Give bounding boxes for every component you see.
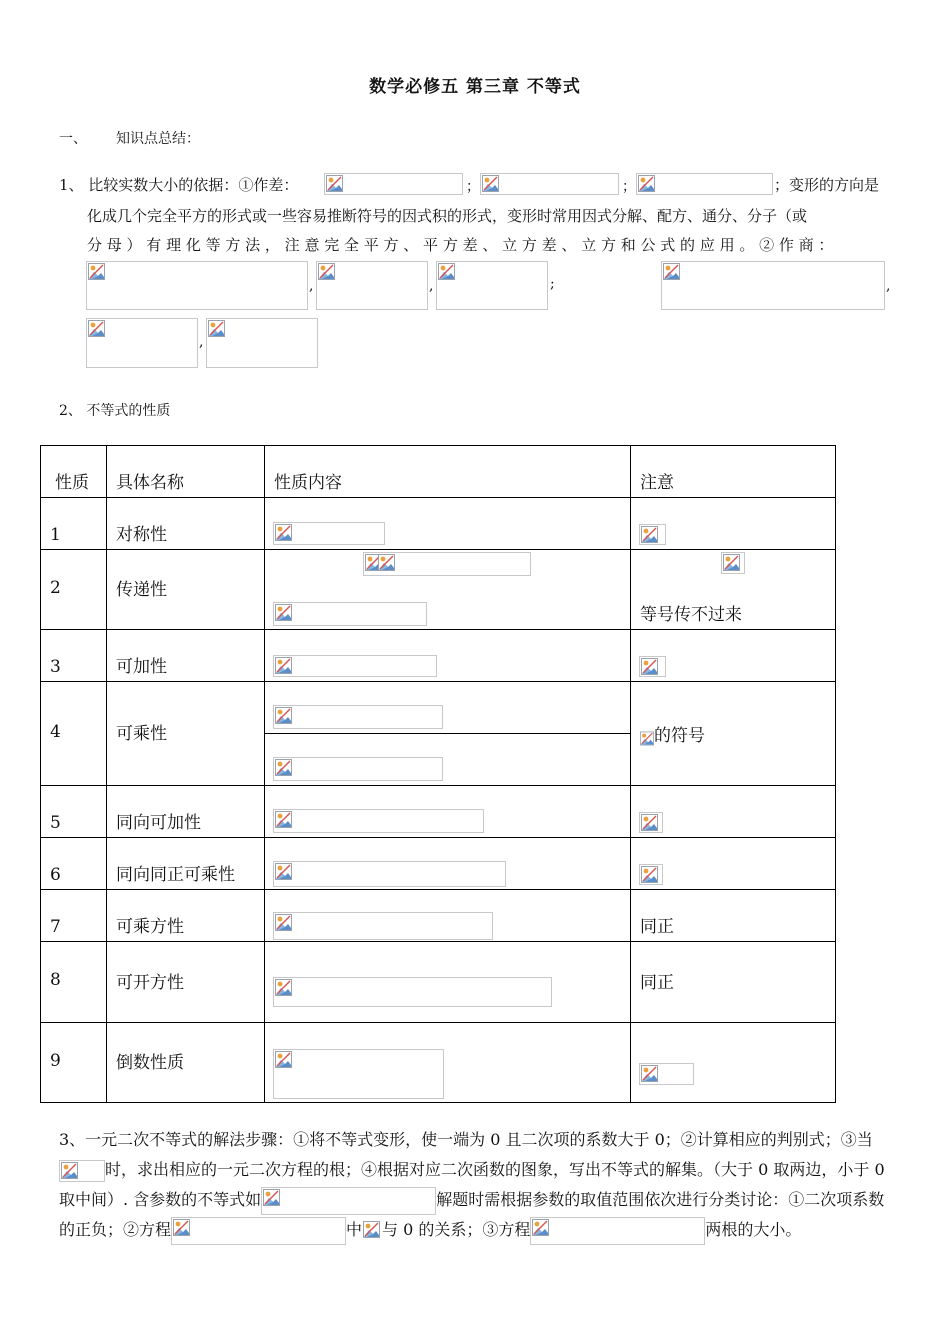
header-cell: 注意 — [631, 446, 836, 498]
broken-image-icon — [363, 1221, 380, 1238]
item1-tail: ；变形的方向是 — [774, 176, 880, 194]
item3-text: 时，求出相应的一元二次方程的根；④根据对应二次函数的图象，写出不等式的解集。（大于 0 取两边，小于 0 取中间）. 含参数的不等式如 — [59, 1160, 885, 1209]
property-content — [265, 682, 631, 786]
broken-image-icon — [275, 524, 292, 541]
property-name: 可乘性 — [107, 682, 265, 786]
table-row — [41, 498, 836, 550]
broken-image-icon — [275, 863, 292, 880]
formula-image — [324, 173, 463, 195]
broken-image-icon — [438, 263, 455, 280]
property-name: 同向同正可乘性 — [107, 838, 265, 890]
table-row — [41, 786, 836, 838]
header-cell: 性质 — [41, 446, 107, 498]
property-name: 同向可加性 — [107, 786, 265, 838]
broken-image-icon — [275, 657, 292, 674]
broken-image-icon — [641, 1065, 658, 1082]
formula-image — [530, 1217, 705, 1245]
formula-image — [273, 861, 506, 887]
broken-image-icon — [275, 759, 292, 776]
property-note — [631, 838, 836, 890]
broken-image-icon — [723, 554, 740, 571]
broken-image-icon — [275, 914, 292, 931]
property-note — [631, 550, 836, 630]
property-name: 可乘方性 — [107, 890, 265, 942]
item1-line3: 分 母 ） 有 理 化 等 方 法 ， 注 意 完 全 平 方 、 平 方 差 、 立 方 差 、 立 方 和 公 式 的 应 用 。 ② 作 商 ： — [87, 236, 834, 254]
broken-image-icon — [326, 175, 343, 192]
property-content — [265, 942, 631, 1023]
formula-image — [639, 864, 663, 885]
formula-image — [273, 757, 443, 781]
property-content — [265, 550, 631, 630]
property-note — [631, 786, 836, 838]
row-number: 7 — [41, 890, 107, 942]
formula-image — [362, 1220, 382, 1242]
formula-image — [273, 809, 484, 833]
formula-image — [636, 173, 773, 195]
formula-image — [363, 552, 531, 576]
page-title: 数学必修五 第三章 不等式 — [369, 77, 581, 97]
separator: ； — [466, 179, 480, 195]
formula-image — [206, 318, 318, 368]
broken-image-icon — [641, 814, 658, 831]
formula-image — [86, 318, 198, 368]
table-row — [41, 1023, 836, 1103]
row-number: 6 — [41, 838, 107, 890]
formula-image — [273, 522, 385, 545]
formula-image — [316, 261, 428, 310]
property-content — [265, 890, 631, 942]
broken-image-icon — [641, 866, 658, 883]
table-header-row — [41, 446, 836, 498]
note-text: 等号传不过来 — [640, 605, 742, 625]
formula-image — [639, 656, 666, 677]
broken-image-icon — [641, 526, 658, 543]
item2-heading: 2、 不等式的性质 — [59, 403, 171, 419]
properties-table — [40, 445, 836, 1103]
formula-image — [639, 524, 666, 545]
table-row — [41, 942, 836, 1023]
broken-image-icon — [482, 175, 499, 192]
row-number: 9 — [41, 1023, 107, 1103]
item1-line2: 化成几个完全平方的形式或一些容易推断符号的因式积的形式，变形时常用因式分解、配方、通分、分子（或 — [87, 207, 808, 225]
table-row — [41, 838, 836, 890]
table-row — [41, 890, 836, 942]
property-note — [631, 630, 836, 682]
property-note: 同正 — [631, 890, 836, 942]
broken-image-icon — [641, 658, 658, 675]
property-content — [265, 498, 631, 550]
row-number: 2 — [41, 550, 107, 630]
formula-image — [273, 655, 437, 677]
broken-image-icon — [275, 604, 292, 621]
formula-image — [661, 261, 885, 310]
formula-image — [436, 261, 548, 310]
cell-divider — [265, 733, 630, 734]
broken-image-icon — [88, 263, 105, 280]
comma: , — [199, 334, 204, 350]
item3-text: 两根的大小。 — [705, 1220, 802, 1239]
property-content — [265, 1023, 631, 1103]
broken-image-icon — [318, 263, 335, 280]
formula-image — [273, 602, 427, 626]
broken-image-icon — [173, 1219, 190, 1236]
broken-image-icon — [208, 320, 225, 337]
formula-image — [721, 552, 745, 574]
formula-image — [639, 1063, 694, 1085]
item1-prefix: 1、 比较实数大小的依据：①作差： — [59, 176, 299, 194]
formula-image — [273, 705, 443, 729]
header-cell: 具体名称 — [107, 446, 265, 498]
table-row — [41, 550, 836, 630]
property-name: 可开方性 — [107, 942, 265, 1023]
formula-image — [261, 1187, 436, 1215]
property-content — [265, 838, 631, 890]
broken-image-icon — [663, 263, 680, 280]
property-content — [265, 630, 631, 682]
item3-text: 中 — [346, 1220, 363, 1239]
formula-image — [640, 730, 654, 747]
table-row — [41, 630, 836, 682]
formula-image — [273, 1049, 444, 1099]
broken-image-icon — [378, 554, 395, 571]
comma: , — [886, 278, 891, 294]
broken-image-icon — [640, 730, 654, 747]
header-cell: 性质内容 — [265, 446, 631, 498]
broken-image-icon — [275, 811, 292, 828]
formula-image — [639, 812, 663, 833]
formula-image — [59, 1160, 105, 1182]
property-name: 对称性 — [107, 498, 265, 550]
property-note — [631, 682, 836, 786]
property-note — [631, 498, 836, 550]
broken-image-icon — [532, 1219, 549, 1236]
row-number: 5 — [41, 786, 107, 838]
broken-image-icon — [638, 175, 655, 192]
formula-image — [171, 1217, 346, 1245]
broken-image-icon — [263, 1189, 280, 1206]
property-name: 可加性 — [107, 630, 265, 682]
separator: ； — [622, 179, 636, 195]
broken-image-icon — [275, 1051, 292, 1068]
note-text: 的符号 — [654, 726, 705, 746]
row-number: 8 — [41, 942, 107, 1023]
property-name: 传递性 — [107, 550, 265, 630]
comma: , — [429, 278, 434, 294]
row-number: 3 — [41, 630, 107, 682]
comma: , — [309, 278, 314, 294]
section-heading: 知识点总结： — [116, 131, 200, 147]
item3-text: 与 0 的关系；③方程 — [382, 1220, 531, 1239]
item3-text: 解题时需根据参数的取值范围依次进行分类讨论：①二次项系数的正负；②方程 — [59, 1190, 885, 1239]
broken-image-icon — [88, 320, 105, 337]
property-name: 倒数性质 — [107, 1023, 265, 1103]
row-number: 1 — [41, 498, 107, 550]
row-number: 4 — [41, 682, 107, 786]
section-number: 一、 — [59, 131, 87, 147]
property-content — [265, 786, 631, 838]
formula-image — [480, 173, 619, 195]
property-note — [631, 1023, 836, 1103]
item3-paragraph — [59, 1125, 893, 1245]
formula-image — [273, 977, 552, 1007]
semicolon: ; — [550, 276, 555, 292]
broken-image-icon — [275, 707, 292, 724]
formula-image — [273, 912, 493, 940]
item3-text: 3、一元二次不等式的解法步骤：①将不等式变形，使一端为 0 且二次项的系数大于 0；②计算相应的判别式；③当 — [59, 1130, 873, 1149]
table-row — [41, 682, 836, 786]
formula-image — [86, 261, 308, 310]
property-note: 同正 — [631, 942, 836, 1023]
broken-image-icon — [61, 1162, 78, 1179]
broken-image-icon — [275, 979, 292, 996]
